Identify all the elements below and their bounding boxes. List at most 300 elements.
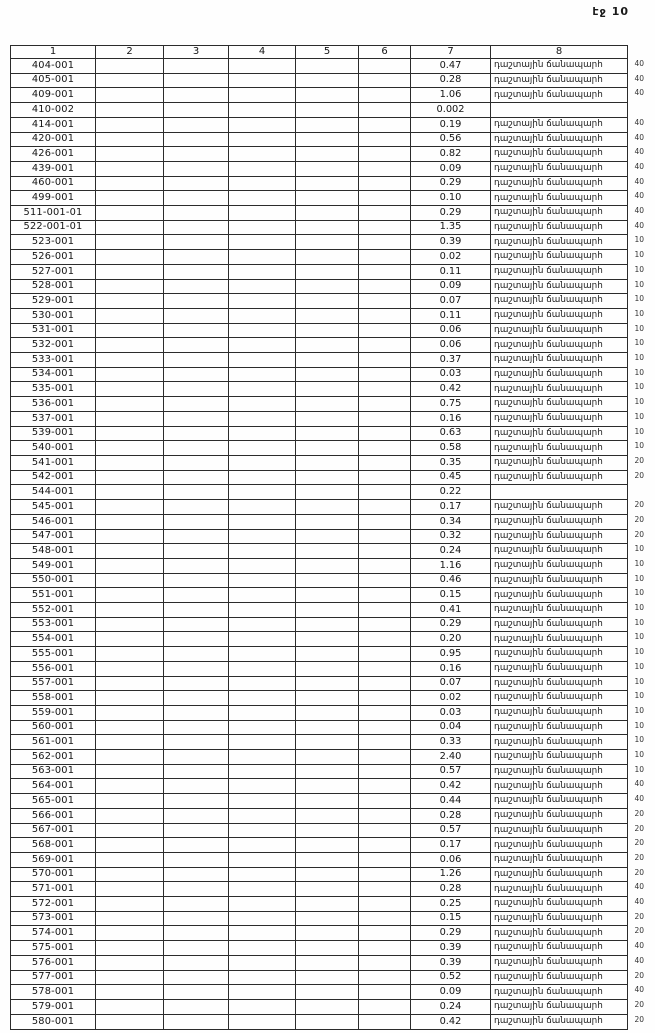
- empty-cell: [296, 558, 359, 573]
- empty-cell: [164, 176, 229, 191]
- empty-cell: [164, 558, 229, 573]
- empty-cell: [164, 191, 229, 206]
- area-value: 0.29: [411, 926, 491, 941]
- land-use-cell: [491, 617, 644, 632]
- empty-cell: [296, 676, 359, 691]
- parcel-id: 409-001: [11, 88, 96, 103]
- empty-cell: [164, 88, 229, 103]
- empty-cell: [164, 794, 229, 809]
- parcel-id: 550-001: [11, 573, 96, 588]
- table-row: [11, 250, 628, 265]
- margin-note: 20: [634, 838, 644, 848]
- area-value: 0.03: [411, 705, 491, 720]
- empty-cell: [96, 294, 164, 309]
- land-use-label: դաշտային ճանապարհ: [494, 148, 603, 159]
- empty-cell: [229, 103, 296, 118]
- empty-cell: [229, 573, 296, 588]
- land-use-label: դաշտային ճանապարհ: [494, 912, 603, 924]
- empty-cell: [96, 617, 164, 632]
- empty-cell: [359, 294, 411, 309]
- parcel-id: 553-001: [11, 617, 96, 632]
- area-value: 0.09: [411, 161, 491, 176]
- empty-cell: [96, 852, 164, 867]
- empty-cell: [164, 514, 229, 529]
- parcel-id: 548-001: [11, 544, 96, 559]
- column-header-3: 3: [164, 46, 229, 59]
- area-value: 0.15: [411, 911, 491, 926]
- empty-cell: [296, 455, 359, 470]
- empty-cell: [96, 441, 164, 456]
- land-use-cell: [491, 647, 644, 662]
- parcel-id: 511-001-01: [11, 206, 96, 221]
- empty-cell: [229, 882, 296, 897]
- area-value: 0.57: [411, 823, 491, 838]
- empty-cell: [296, 705, 359, 720]
- empty-cell: [96, 382, 164, 397]
- land-use-label: դաշտային ճանապարհ: [494, 162, 603, 174]
- land-use-cell: [491, 235, 644, 250]
- empty-cell: [96, 500, 164, 515]
- empty-cell: [229, 808, 296, 823]
- empty-cell: [164, 573, 229, 588]
- empty-cell: [359, 323, 411, 338]
- empty-cell: [229, 235, 296, 250]
- empty-cell: [164, 838, 229, 853]
- table-row: [11, 955, 628, 970]
- area-value: 0.17: [411, 838, 491, 853]
- margin-note: 40: [634, 897, 644, 907]
- land-use-label: դաշտային ճանապարհ: [494, 677, 603, 688]
- land-use-label: դաշտային ճանապարհ: [494, 324, 603, 336]
- land-use-cell: [491, 117, 644, 132]
- empty-cell: [96, 720, 164, 735]
- margin-note: 10: [634, 264, 644, 274]
- parcel-id: 578-001: [11, 985, 96, 1000]
- empty-cell: [96, 455, 164, 470]
- table-row: [11, 382, 628, 397]
- empty-cell: [296, 323, 359, 338]
- margin-note: 20: [634, 470, 644, 480]
- parcel-id: 567-001: [11, 823, 96, 838]
- empty-cell: [359, 911, 411, 926]
- table-row: [11, 544, 628, 559]
- land-use-label: դաշտային ճանապարհ: [494, 501, 603, 512]
- land-use-label: դաշտային ճանապարհ: [494, 706, 603, 718]
- land-use-cell: [491, 191, 644, 206]
- land-use-cell: [491, 529, 644, 544]
- empty-cell: [96, 838, 164, 853]
- empty-cell: [96, 661, 164, 676]
- empty-cell: [296, 59, 359, 74]
- land-use-cell: [491, 500, 644, 515]
- area-value: 0.24: [411, 544, 491, 559]
- parcel-id: 526-001: [11, 250, 96, 265]
- margin-note: 10: [634, 250, 644, 260]
- margin-note: 10: [634, 603, 644, 613]
- empty-cell: [359, 941, 411, 956]
- table-row: [11, 794, 628, 809]
- land-use-cell: [491, 720, 644, 735]
- area-value: 0.03: [411, 367, 491, 382]
- empty-cell: [229, 514, 296, 529]
- area-value: 0.29: [411, 176, 491, 191]
- empty-cell: [164, 455, 229, 470]
- empty-cell: [96, 764, 164, 779]
- empty-cell: [359, 705, 411, 720]
- table-row: [11, 823, 628, 838]
- empty-cell: [296, 294, 359, 309]
- empty-cell: [96, 808, 164, 823]
- parcel-id: 571-001: [11, 882, 96, 897]
- area-value: 0.06: [411, 338, 491, 353]
- margin-note: 10: [634, 544, 644, 554]
- empty-cell: [229, 544, 296, 559]
- empty-cell: [96, 161, 164, 176]
- margin-note: 20: [634, 867, 644, 877]
- empty-cell: [229, 117, 296, 132]
- land-use-label: դաշտային ճանապարհ: [494, 442, 603, 453]
- empty-cell: [296, 911, 359, 926]
- table-row: [11, 838, 628, 853]
- land-use-cell: [491, 323, 644, 338]
- table-row: [11, 852, 628, 867]
- empty-cell: [359, 661, 411, 676]
- empty-cell: [229, 705, 296, 720]
- margin-note: 40: [634, 882, 644, 892]
- empty-cell: [296, 588, 359, 603]
- parcel-id: 535-001: [11, 382, 96, 397]
- empty-cell: [229, 147, 296, 162]
- empty-cell: [296, 117, 359, 132]
- empty-cell: [229, 779, 296, 794]
- empty-cell: [359, 603, 411, 618]
- margin-note: 10: [634, 279, 644, 289]
- empty-cell: [359, 617, 411, 632]
- empty-cell: [296, 250, 359, 265]
- empty-cell: [359, 485, 411, 500]
- land-use-label: դաշտային ճանապարհ: [494, 809, 603, 821]
- empty-cell: [296, 573, 359, 588]
- land-use-cell: [491, 441, 644, 456]
- area-value: 0.39: [411, 941, 491, 956]
- parcel-id: 545-001: [11, 500, 96, 515]
- empty-cell: [96, 411, 164, 426]
- empty-cell: [96, 514, 164, 529]
- land-use-label: դաշտային ճանապարհ: [494, 971, 603, 983]
- table-row: [11, 882, 628, 897]
- column-header-7: 7: [411, 46, 491, 59]
- empty-cell: [164, 353, 229, 368]
- land-use-label: դաշտային ճանապարհ: [494, 633, 603, 644]
- table-row: [11, 647, 628, 662]
- land-use-cell: [491, 338, 644, 353]
- empty-cell: [164, 911, 229, 926]
- empty-cell: [296, 750, 359, 765]
- table-row: [11, 191, 628, 206]
- empty-cell: [359, 794, 411, 809]
- empty-cell: [359, 985, 411, 1000]
- empty-cell: [229, 279, 296, 294]
- empty-cell: [359, 426, 411, 441]
- table-row: [11, 676, 628, 691]
- area-value: 1.06: [411, 88, 491, 103]
- empty-cell: [359, 441, 411, 456]
- empty-cell: [359, 926, 411, 941]
- empty-cell: [164, 750, 229, 765]
- margin-note: 20: [634, 970, 644, 980]
- table-row: [11, 720, 628, 735]
- parcel-id: 576-001: [11, 955, 96, 970]
- land-use-cell: [491, 426, 644, 441]
- empty-cell: [96, 73, 164, 88]
- empty-cell: [359, 955, 411, 970]
- empty-cell: [96, 750, 164, 765]
- empty-cell: [359, 176, 411, 191]
- empty-cell: [359, 367, 411, 382]
- land-use-label: դաշտային ճանապարհ: [494, 956, 603, 968]
- parcel-id: 539-001: [11, 426, 96, 441]
- empty-cell: [229, 455, 296, 470]
- land-use-label: դաշտային ճանապարհ: [494, 398, 603, 409]
- empty-cell: [229, 250, 296, 265]
- land-use-label: դաշտային ճանապարհ: [494, 927, 603, 938]
- area-value: 0.32: [411, 529, 491, 544]
- empty-cell: [96, 206, 164, 221]
- land-use-label: դաշտային ճանապարհ: [494, 265, 603, 277]
- empty-cell: [359, 882, 411, 897]
- margin-note: 10: [634, 353, 644, 363]
- margin-note: 10: [634, 588, 644, 598]
- margin-note: 20: [634, 823, 644, 833]
- table-row: [11, 455, 628, 470]
- empty-cell: [164, 117, 229, 132]
- land-use-cell: [491, 750, 644, 765]
- empty-cell: [164, 941, 229, 956]
- parcel-id: 547-001: [11, 529, 96, 544]
- land-use-cell: [491, 603, 644, 618]
- empty-cell: [164, 235, 229, 250]
- table-row: [11, 338, 628, 353]
- empty-cell: [296, 514, 359, 529]
- area-value: 0.63: [411, 426, 491, 441]
- area-value: 2.40: [411, 750, 491, 765]
- land-use-cell: [491, 411, 644, 426]
- table-row: [11, 176, 628, 191]
- empty-cell: [359, 147, 411, 162]
- parcel-id: 420-001: [11, 132, 96, 147]
- land-use-label: դաշտային ճանապարհ: [494, 236, 603, 247]
- empty-cell: [359, 338, 411, 353]
- empty-cell: [359, 191, 411, 206]
- parcel-id: 533-001: [11, 353, 96, 368]
- land-use-label: դաշտային ճանապարհ: [494, 692, 603, 703]
- margin-note: 20: [634, 500, 644, 510]
- empty-cell: [96, 1000, 164, 1015]
- margin-note: 40: [634, 220, 644, 230]
- land-use-cell: [491, 808, 644, 823]
- empty-cell: [96, 544, 164, 559]
- land-use-cell: [491, 308, 644, 323]
- empty-cell: [164, 147, 229, 162]
- empty-cell: [296, 103, 359, 118]
- margin-note: 20: [634, 1014, 644, 1024]
- empty-cell: [164, 411, 229, 426]
- land-use-cell: [491, 838, 644, 853]
- empty-cell: [229, 500, 296, 515]
- empty-cell: [296, 838, 359, 853]
- empty-cell: [359, 1000, 411, 1015]
- table-row: [11, 764, 628, 779]
- land-use-cell: [491, 485, 628, 500]
- empty-cell: [96, 279, 164, 294]
- empty-cell: [296, 308, 359, 323]
- empty-cell: [296, 470, 359, 485]
- empty-cell: [164, 808, 229, 823]
- table-row: [11, 235, 628, 250]
- margin-note: 20: [634, 1000, 644, 1009]
- empty-cell: [296, 147, 359, 162]
- margin-note: 10: [634, 691, 644, 701]
- empty-cell: [296, 985, 359, 1000]
- land-use-label: դաշտային ճանապարհ: [494, 618, 603, 630]
- empty-cell: [229, 926, 296, 941]
- land-use-cell: [491, 397, 644, 412]
- empty-cell: [296, 632, 359, 647]
- empty-cell: [164, 632, 229, 647]
- empty-cell: [359, 470, 411, 485]
- parcel-id: 565-001: [11, 794, 96, 809]
- empty-cell: [164, 544, 229, 559]
- empty-cell: [229, 382, 296, 397]
- land-use-cell: [491, 132, 644, 147]
- area-value: 0.41: [411, 603, 491, 618]
- land-use-cell: [491, 294, 644, 309]
- empty-cell: [164, 897, 229, 912]
- empty-cell: [296, 794, 359, 809]
- land-use-cell: [491, 353, 644, 368]
- land-use-cell: [491, 250, 644, 265]
- empty-cell: [229, 353, 296, 368]
- margin-note: 10: [634, 426, 644, 436]
- empty-cell: [359, 500, 411, 515]
- area-value: 0.46: [411, 573, 491, 588]
- empty-cell: [164, 323, 229, 338]
- area-value: 1.16: [411, 558, 491, 573]
- land-use-label: դաշտային ճանապարհ: [494, 868, 603, 880]
- table-row: [11, 117, 628, 132]
- land-use-label: դաշտային ճանապարհ: [494, 648, 603, 659]
- parcel-id: 531-001: [11, 323, 96, 338]
- empty-cell: [96, 250, 164, 265]
- margin-note: 40: [634, 985, 644, 995]
- empty-cell: [96, 397, 164, 412]
- empty-cell: [359, 838, 411, 853]
- empty-cell: [229, 132, 296, 147]
- empty-cell: [229, 411, 296, 426]
- table-row: [11, 161, 628, 176]
- area-value: 0.28: [411, 808, 491, 823]
- margin-note: 10: [634, 294, 644, 304]
- table-row: [11, 323, 628, 338]
- parcel-id: 574-001: [11, 926, 96, 941]
- empty-cell: [359, 647, 411, 662]
- land-use-cell: [491, 926, 644, 941]
- table-row: [11, 941, 628, 956]
- empty-cell: [164, 279, 229, 294]
- land-use-cell: [491, 1014, 644, 1029]
- margin-note: 40: [634, 176, 644, 186]
- empty-cell: [296, 206, 359, 221]
- empty-cell: [296, 264, 359, 279]
- table-row: [11, 397, 628, 412]
- empty-cell: [164, 720, 229, 735]
- empty-cell: [296, 500, 359, 515]
- area-value: 0.34: [411, 514, 491, 529]
- empty-cell: [296, 132, 359, 147]
- empty-cell: [296, 955, 359, 970]
- land-use-cell: [491, 470, 644, 485]
- empty-cell: [296, 161, 359, 176]
- empty-cell: [229, 588, 296, 603]
- empty-cell: [164, 73, 229, 88]
- parcel-id: 568-001: [11, 838, 96, 853]
- land-use-label: դաշտային ճանապարհ: [494, 354, 603, 365]
- parcel-id: 558-001: [11, 691, 96, 706]
- empty-cell: [359, 764, 411, 779]
- table-row: [11, 279, 628, 294]
- table-row: [11, 985, 628, 1000]
- empty-cell: [359, 588, 411, 603]
- land-use-cell: [491, 941, 644, 956]
- land-use-label: դաշտային ճանապարհ: [494, 545, 603, 556]
- empty-cell: [229, 970, 296, 985]
- land-use-cell: [491, 823, 644, 838]
- table-row: [11, 147, 628, 162]
- empty-cell: [229, 323, 296, 338]
- empty-cell: [229, 617, 296, 632]
- land-use-cell: [491, 264, 644, 279]
- empty-cell: [359, 220, 411, 235]
- empty-cell: [164, 132, 229, 147]
- empty-cell: [296, 603, 359, 618]
- parcel-id: 566-001: [11, 808, 96, 823]
- parcel-id: 544-001: [11, 485, 96, 500]
- empty-cell: [359, 382, 411, 397]
- parcel-id: 527-001: [11, 264, 96, 279]
- land-use-label: դաշտային ճանապարհ: [494, 942, 603, 953]
- area-value: 0.11: [411, 264, 491, 279]
- empty-cell: [164, 500, 229, 515]
- land-use-cell: [491, 147, 644, 162]
- empty-cell: [96, 897, 164, 912]
- area-value: 0.07: [411, 676, 491, 691]
- land-use-label: դաշտային ճանապարհ: [494, 456, 603, 468]
- empty-cell: [229, 897, 296, 912]
- page-number: էջ 10: [592, 5, 629, 18]
- empty-cell: [359, 852, 411, 867]
- land-use-cell: [491, 88, 644, 103]
- empty-cell: [296, 867, 359, 882]
- area-value: 0.44: [411, 794, 491, 809]
- empty-cell: [96, 823, 164, 838]
- parcel-id: 560-001: [11, 720, 96, 735]
- margin-note: 10: [634, 661, 644, 671]
- land-use-cell: [491, 735, 644, 750]
- margin-note: 20: [634, 514, 644, 524]
- land-use-label: դաշտային ճանապարհ: [494, 515, 603, 527]
- margin-note: 40: [634, 191, 644, 201]
- empty-cell: [164, 220, 229, 235]
